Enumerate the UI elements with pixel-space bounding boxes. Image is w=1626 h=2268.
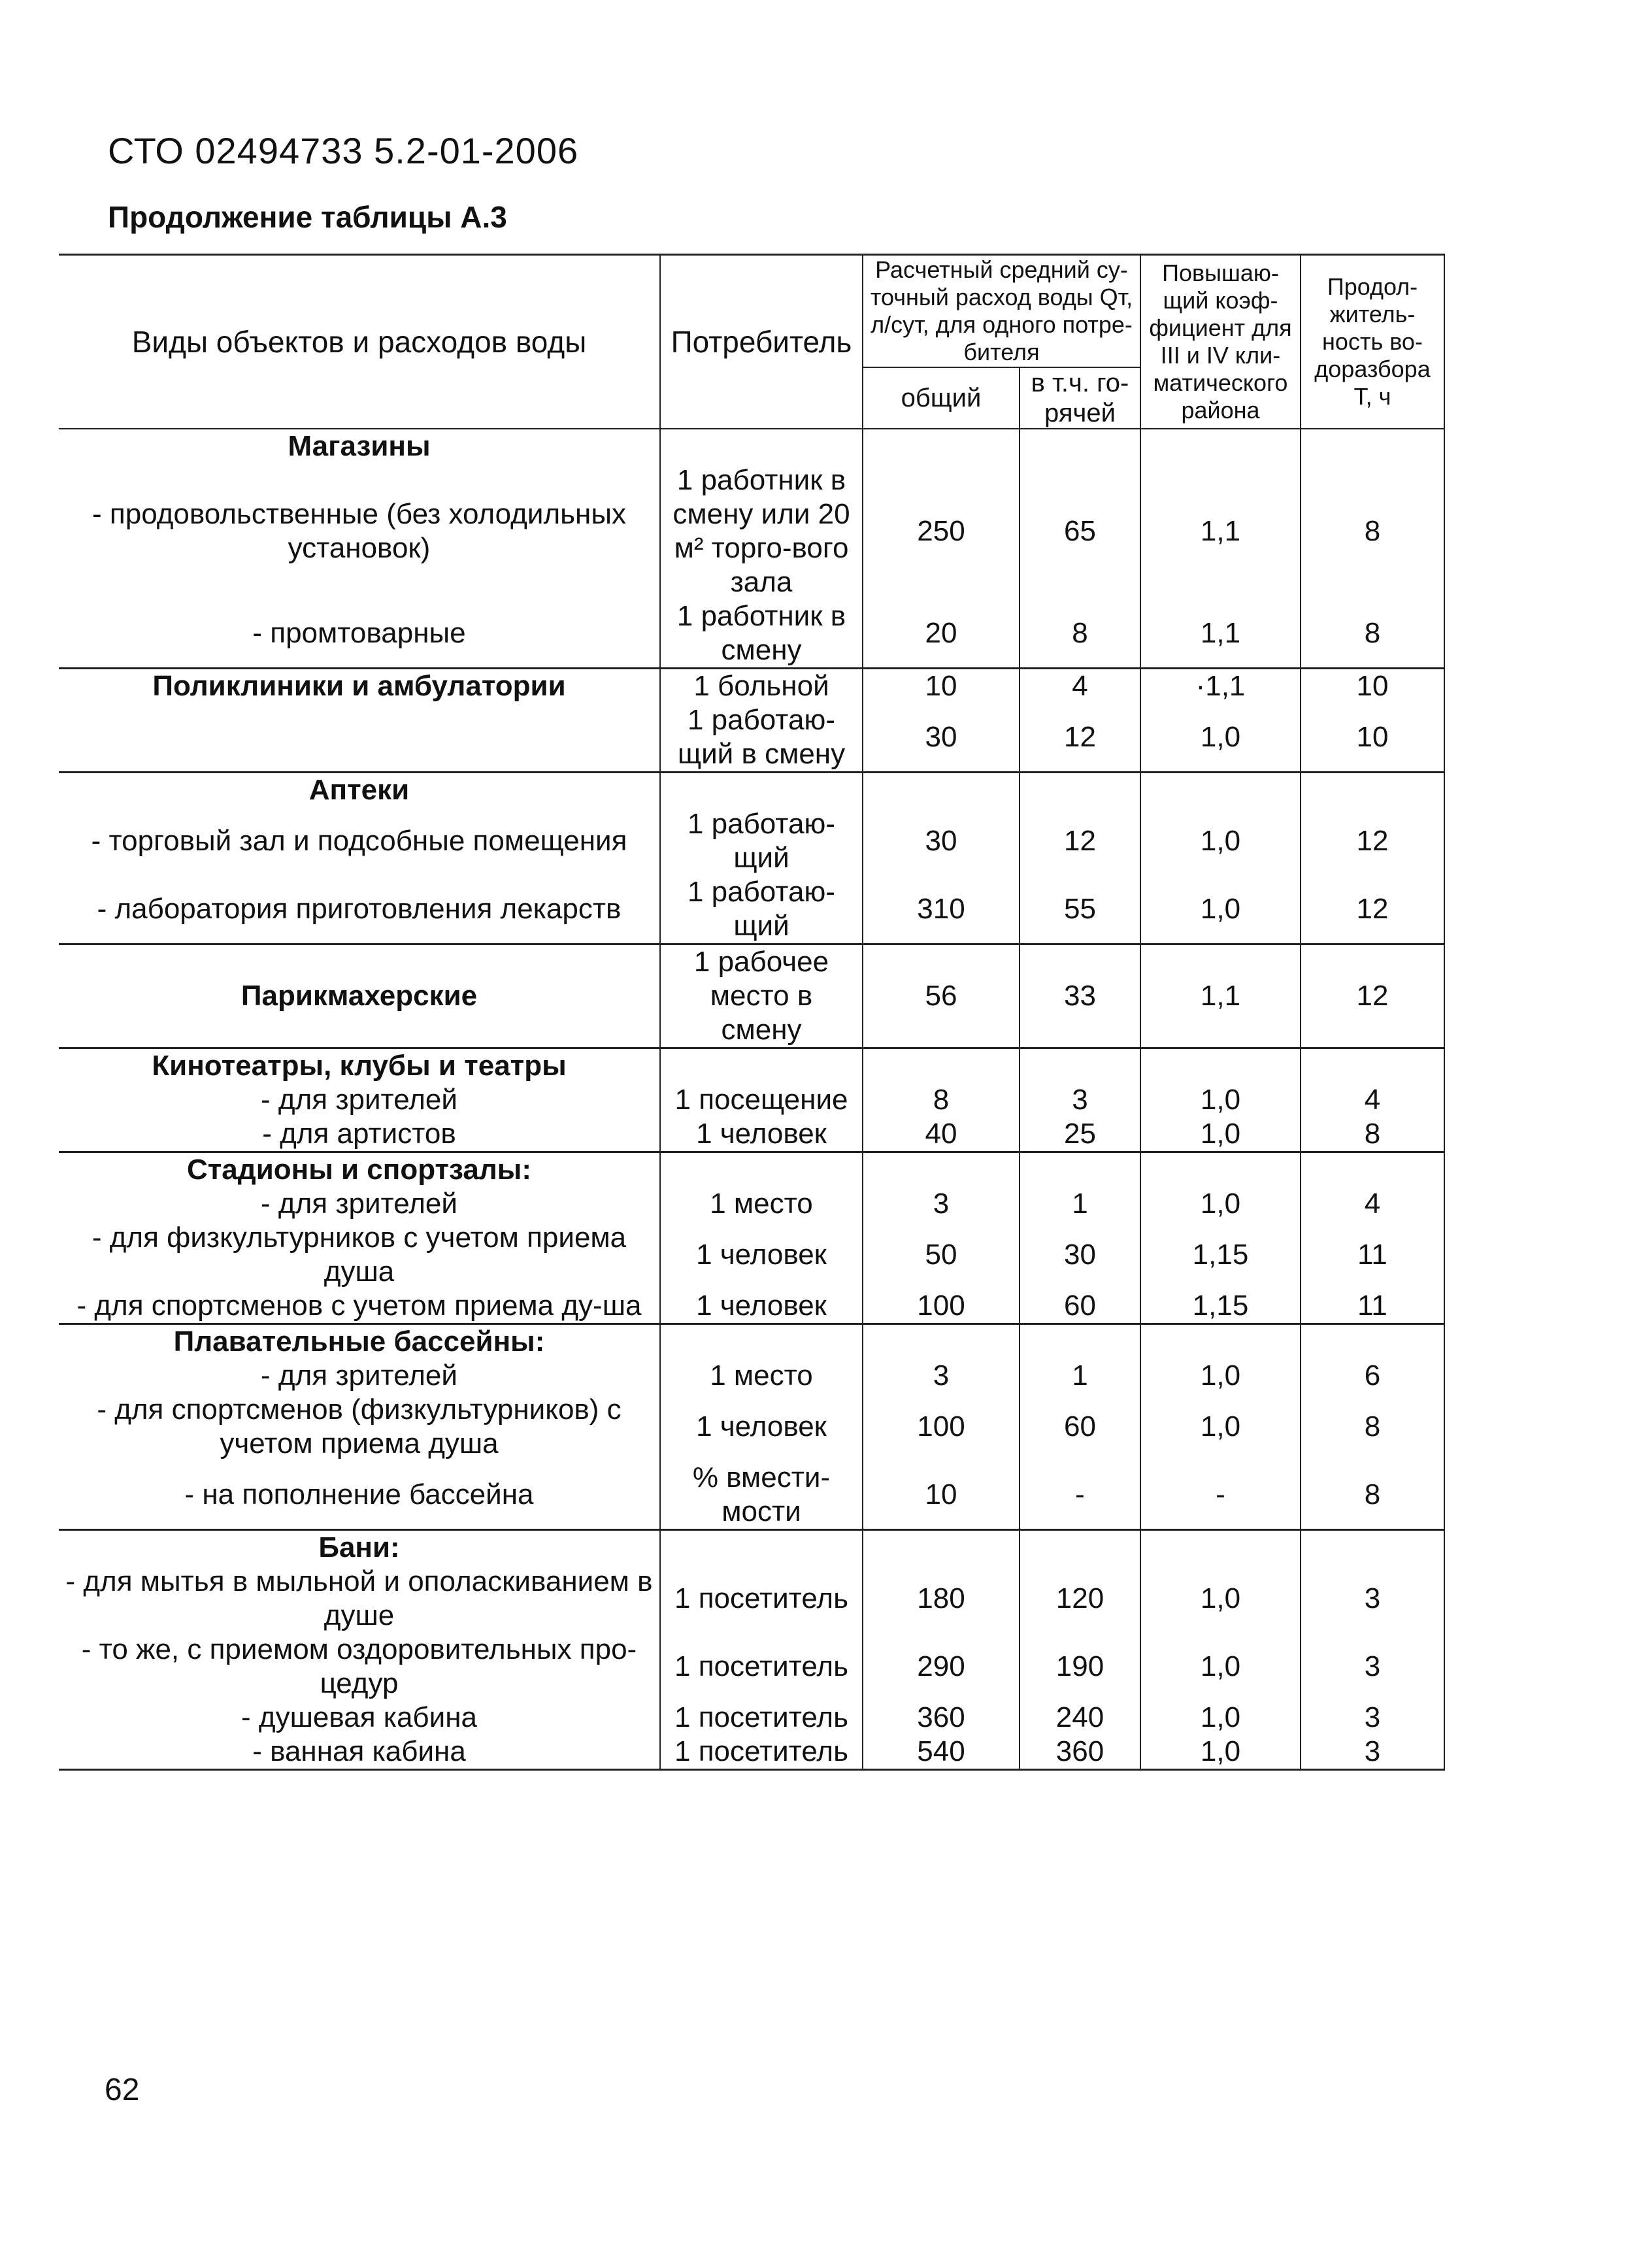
table-row <box>59 875 1444 944</box>
object-cell <box>59 1289 660 1324</box>
empty-cell <box>1020 773 1140 808</box>
object-cell <box>59 1083 660 1117</box>
consumer-cell: 1 работник в смену или 20 м² торго-вого зала <box>660 463 863 599</box>
empty-cell <box>1020 1152 1140 1188</box>
group-header-row <box>59 1048 1444 1084</box>
group-header-row <box>59 429 1444 463</box>
group-title-cell <box>59 1324 660 1359</box>
hot-flow-cell: 65 <box>1020 463 1140 599</box>
coefficient-cell: 1,1 <box>1140 944 1301 1048</box>
total-flow-cell: 40 <box>863 1117 1020 1152</box>
total-flow-cell: 8 <box>863 1083 1020 1117</box>
object-cell <box>59 944 660 1048</box>
object-type-text: - торговый зал и подсобные помещения <box>91 825 627 857</box>
table-row <box>59 1735 1444 1770</box>
total-flow-cell: 3 <box>863 1359 1020 1393</box>
duration-cell: 11 <box>1301 1221 1444 1289</box>
coefficient-cell: 1,1 <box>1140 463 1301 599</box>
consumer-cell: 1 работаю-щий <box>660 875 863 944</box>
empty-cell <box>1140 1048 1301 1084</box>
empty-cell <box>1301 1048 1444 1084</box>
object-cell <box>59 1735 660 1770</box>
empty-cell <box>660 773 863 808</box>
total-flow-cell: 3 <box>863 1187 1020 1221</box>
empty-cell <box>1301 1324 1444 1359</box>
hot-flow-cell: 33 <box>1020 944 1140 1048</box>
hot-flow-cell: 190 <box>1020 1633 1140 1701</box>
object-type-text: - ванная кабина <box>252 1735 466 1767</box>
object-type-text: - продовольственные (без холодильных установок) <box>92 498 626 564</box>
object-cell <box>59 807 660 875</box>
coefficient-cell: 1,0 <box>1140 1735 1301 1770</box>
object-cell <box>59 1187 660 1221</box>
group-header-row <box>59 1324 1444 1359</box>
duration-cell: 8 <box>1301 1461 1444 1530</box>
total-flow-cell: 290 <box>863 1633 1020 1701</box>
document-code: СТО 02494733 5.2-01-2006 <box>108 130 579 171</box>
group-title-cell <box>59 429 660 463</box>
total-flow-cell: 180 <box>863 1565 1020 1633</box>
coefficient-cell: 1,0 <box>1140 807 1301 875</box>
table-row <box>59 463 1444 599</box>
page-number: 62 <box>105 2073 140 2107</box>
hot-flow-cell: 4 <box>1020 669 1140 704</box>
consumer-cell: 1 посещение <box>660 1083 863 1117</box>
empty-cell <box>1020 1530 1140 1565</box>
group-title: Поликлиники и амбулатории <box>152 670 566 702</box>
object-cell <box>59 703 660 773</box>
group-title: Бани: <box>318 1531 400 1563</box>
table-row <box>59 1461 1444 1530</box>
object-type-text: - для зрителей <box>261 1188 457 1220</box>
hot-flow-cell: 120 <box>1020 1565 1140 1633</box>
total-flow-cell: 30 <box>863 703 1020 773</box>
consumer-cell: 1 посетитель <box>660 1701 863 1735</box>
consumer-cell: % вмести-мости <box>660 1461 863 1530</box>
duration-cell: 4 <box>1301 1187 1444 1221</box>
object-type-text: - для физкультурников с учетом приема душа <box>91 1222 627 1288</box>
duration-cell: 4 <box>1301 1083 1444 1117</box>
total-flow-cell: 10 <box>863 669 1020 704</box>
empty-cell <box>1301 773 1444 808</box>
table-row <box>59 1289 1444 1324</box>
table-row <box>59 1359 1444 1393</box>
hot-flow-cell: 360 <box>1020 1735 1140 1770</box>
total-flow-cell: 310 <box>863 875 1020 944</box>
empty-cell <box>660 1324 863 1359</box>
consumer-cell: 1 работаю-щий <box>660 807 863 875</box>
duration-cell: 12 <box>1301 807 1444 875</box>
coefficient-cell: 1,0 <box>1140 1633 1301 1701</box>
empty-cell <box>1301 429 1444 463</box>
consumer-cell: 1 работник в смену <box>660 599 863 669</box>
object-cell <box>59 1393 660 1461</box>
total-flow-cell: 100 <box>863 1289 1020 1324</box>
group-title: Стадионы и спортзалы: <box>186 1154 531 1186</box>
total-flow-cell: 56 <box>863 944 1020 1048</box>
empty-cell <box>660 429 863 463</box>
coefficient-cell: 1,0 <box>1140 875 1301 944</box>
coefficient-cell: 1,0 <box>1140 1701 1301 1735</box>
hot-flow-cell: - <box>1020 1461 1140 1530</box>
coefficient-cell: 1,0 <box>1140 1393 1301 1461</box>
duration-cell: 8 <box>1301 599 1444 669</box>
hot-flow-cell: 60 <box>1020 1393 1140 1461</box>
object-type-text: - то же, с приемом оздоровительных про-цедур <box>81 1633 637 1699</box>
empty-cell <box>863 773 1020 808</box>
object-type-text: - для зрителей <box>261 1359 457 1392</box>
group-title: Парикмахерские <box>241 980 478 1012</box>
table-continuation-title: Продолжение таблицы А.3 <box>108 200 507 234</box>
object-cell <box>59 1461 660 1530</box>
total-flow-cell: 20 <box>863 599 1020 669</box>
group-title-cell <box>59 1048 660 1084</box>
group-title-cell <box>59 773 660 808</box>
object-type-text: - для спортсменов с учетом приема ду-ша <box>76 1290 642 1322</box>
group-title: Аптеки <box>308 774 410 806</box>
consumer-cell: 1 посетитель <box>660 1735 863 1770</box>
group-title-cell <box>59 1152 660 1188</box>
table-row <box>59 1187 1444 1221</box>
hot-flow-cell: 1 <box>1020 1359 1140 1393</box>
object-cell <box>59 875 660 944</box>
hot-flow-cell: 240 <box>1020 1701 1140 1735</box>
coefficient-cell: 1,0 <box>1140 1083 1301 1117</box>
hot-flow-cell: 60 <box>1020 1289 1140 1324</box>
empty-cell <box>1140 773 1301 808</box>
duration-cell: 3 <box>1301 1565 1444 1633</box>
object-type-text: - для мытья в мыльной и ополаскиванием в душе <box>65 1565 653 1631</box>
empty-cell <box>1140 1324 1301 1359</box>
consumer-cell: 1 место <box>660 1359 863 1393</box>
object-type-text: - промтоварные <box>252 617 466 649</box>
consumer-cell: 1 рабочее место в смену <box>660 944 863 1048</box>
total-flow-cell: 50 <box>863 1221 1020 1289</box>
empty-cell <box>863 1324 1020 1359</box>
coefficient-cell: 1,15 <box>1140 1221 1301 1289</box>
consumer-cell: 1 работаю-щий в смену <box>660 703 863 773</box>
object-type-text: - для зрителей <box>261 1084 457 1116</box>
object-cell <box>59 1701 660 1735</box>
total-flow-cell: 10 <box>863 1461 1020 1530</box>
header-duration: Продол-житель-ность во-доразбора Т, ч <box>1301 255 1444 429</box>
table-row <box>59 599 1444 669</box>
hot-flow-cell: 1 <box>1020 1187 1140 1221</box>
object-cell <box>59 463 660 599</box>
duration-cell: 12 <box>1301 875 1444 944</box>
empty-cell <box>863 1530 1020 1565</box>
table-row <box>59 944 1444 1048</box>
consumer-cell: 1 человек <box>660 1117 863 1152</box>
empty-cell <box>1020 429 1140 463</box>
empty-cell <box>660 1530 863 1565</box>
group-header-row <box>59 1152 1444 1188</box>
table-row <box>59 1701 1444 1735</box>
group-header-row <box>59 773 1444 808</box>
coefficient-cell: 1,15 <box>1140 1289 1301 1324</box>
empty-cell <box>1140 1530 1301 1565</box>
table-row <box>59 1221 1444 1289</box>
object-cell <box>59 1359 660 1393</box>
table-row <box>59 1083 1444 1117</box>
object-cell <box>59 1117 660 1152</box>
empty-cell <box>660 1048 863 1084</box>
hot-flow-cell: 8 <box>1020 599 1140 669</box>
total-flow-cell: 540 <box>863 1735 1020 1770</box>
empty-cell <box>1140 429 1301 463</box>
object-type-text: - для артистов <box>262 1118 456 1150</box>
object-type-text: - на пополнение бассейна <box>184 1478 534 1510</box>
table-row <box>59 807 1444 875</box>
duration-cell: 3 <box>1301 1633 1444 1701</box>
table-row <box>59 1633 1444 1701</box>
header-consumer: Потребитель <box>660 255 863 429</box>
coefficient-cell: 1,0 <box>1140 1117 1301 1152</box>
hot-flow-cell: 55 <box>1020 875 1140 944</box>
header-object-types: Виды объектов и расходов воды <box>59 255 660 429</box>
object-type-text: - душевая кабина <box>241 1701 477 1733</box>
empty-cell <box>863 1048 1020 1084</box>
duration-cell: 3 <box>1301 1701 1444 1735</box>
empty-cell <box>1020 1324 1140 1359</box>
table-row <box>59 1117 1444 1152</box>
consumer-cell: 1 больной <box>660 669 863 704</box>
duration-cell: 6 <box>1301 1359 1444 1393</box>
consumer-cell: 1 посетитель <box>660 1633 863 1701</box>
group-header-row <box>59 1530 1444 1565</box>
total-flow-cell: 30 <box>863 807 1020 875</box>
object-cell <box>59 669 660 704</box>
consumer-cell: 1 место <box>660 1187 863 1221</box>
empty-cell <box>660 1152 863 1188</box>
header-total: общий <box>863 367 1020 429</box>
header-daily-flow: Расчетный средний су-точный расход воды Qт, л/сут, для одного потре-бителя <box>863 255 1140 368</box>
object-type-text: - для спортсменов (физкультурников) с учетом приема душа <box>97 1393 622 1459</box>
coefficient-cell: ·1,1 <box>1140 669 1301 704</box>
duration-cell: 8 <box>1301 1393 1444 1461</box>
hot-flow-cell: 3 <box>1020 1083 1140 1117</box>
total-flow-cell: 100 <box>863 1393 1020 1461</box>
consumer-cell: 1 посетитель <box>660 1565 863 1633</box>
group-title: Магазины <box>288 430 431 462</box>
group-title-cell <box>59 1530 660 1565</box>
duration-cell: 3 <box>1301 1735 1444 1770</box>
duration-cell: 10 <box>1301 669 1444 704</box>
consumer-cell: 1 человек <box>660 1393 863 1461</box>
coefficient-cell: 1,0 <box>1140 1187 1301 1221</box>
empty-cell <box>863 429 1020 463</box>
duration-cell: 8 <box>1301 1117 1444 1152</box>
table-row <box>59 1565 1444 1633</box>
empty-cell <box>1140 1152 1301 1188</box>
total-flow-cell: 250 <box>863 463 1020 599</box>
consumer-cell: 1 человек <box>660 1289 863 1324</box>
duration-cell: 11 <box>1301 1289 1444 1324</box>
total-flow-cell: 360 <box>863 1701 1020 1735</box>
empty-cell <box>1301 1152 1444 1188</box>
coefficient-cell: - <box>1140 1461 1301 1530</box>
water-consumption-table <box>59 254 1445 1771</box>
empty-cell <box>1301 1530 1444 1565</box>
coefficient-cell: 1,1 <box>1140 599 1301 669</box>
object-cell <box>59 599 660 669</box>
duration-cell: 10 <box>1301 703 1444 773</box>
coefficient-cell: 1,0 <box>1140 1359 1301 1393</box>
group-title: Плавательные бассейны: <box>173 1326 545 1358</box>
object-cell <box>59 1221 660 1289</box>
object-cell <box>59 1633 660 1701</box>
consumer-cell: 1 человек <box>660 1221 863 1289</box>
coefficient-cell: 1,0 <box>1140 703 1301 773</box>
object-type-text: - лаборатория приготовления лекарств <box>97 893 622 925</box>
table-header-row <box>59 255 1444 368</box>
header-hot: в т.ч. го-рячей <box>1020 367 1140 429</box>
empty-cell <box>1020 1048 1140 1084</box>
hot-flow-cell: 12 <box>1020 807 1140 875</box>
header-coefficient: Повышаю-щий коэф-фициент для III и IV кли-матического района <box>1140 255 1301 429</box>
hot-flow-cell: 25 <box>1020 1117 1140 1152</box>
group-title: Кинотеатры, клубы и театры <box>152 1050 567 1082</box>
hot-flow-cell: 12 <box>1020 703 1140 773</box>
object-cell <box>59 1565 660 1633</box>
table-row <box>59 1393 1444 1461</box>
empty-cell <box>863 1152 1020 1188</box>
duration-cell: 8 <box>1301 463 1444 599</box>
hot-flow-cell: 30 <box>1020 1221 1140 1289</box>
table-row <box>59 703 1444 773</box>
duration-cell: 12 <box>1301 944 1444 1048</box>
table-row <box>59 669 1444 704</box>
coefficient-cell: 1,0 <box>1140 1565 1301 1633</box>
